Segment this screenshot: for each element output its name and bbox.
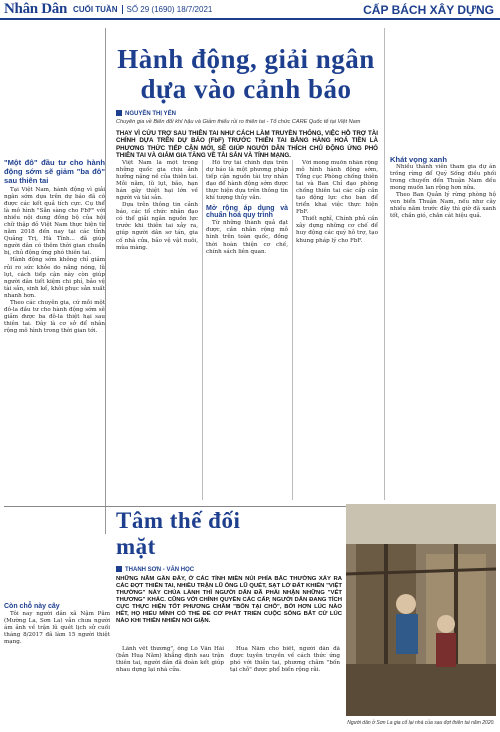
sidebar-paragraph: Hành động sớm không chỉ giảm rủi ro sức khỏe do nắng nóng, lũ lụt, cách tiếp cận này còn giúp người dân tiết kiệm chi phí, bảo vệ tài sản, sinh kế, khôi phục sản xuất nhanh hơn. [4, 257, 105, 299]
column-rule [292, 160, 293, 500]
article-column [4, 600, 110, 728]
sidebar-paragraph: Theo các chuyên gia, cứ mỗi một đô-la đầu tư cho hành động sớm sẽ giảm được ba đô-la thiệt hại sau thiên tai. Đây là cơ sở để nhân rộng mô hình trong thời gian tới. [4, 299, 105, 334]
article-column [116, 646, 224, 728]
edition-label: CUỐI TUẦN [73, 4, 118, 14]
paragraph: Dựa trên thông tin cảnh báo, các tổ chức nhân đạo có thể giải ngân nguồn lực trước khi thiên tai xảy ra, giúp người dân sơ tán, gia cố nhà cửa, bảo vệ vật nuôi, mùa màng. [116, 202, 198, 251]
article-column [116, 160, 198, 500]
article-title: Tâm thế đối mặt [116, 508, 241, 559]
paragraph: Lãnh vết thương", ông Lò Văn Hải (bản Huạ Năm) khẳng định sau trận thiên tai, người dân đã đoàn kết giúp nhau dựng lại nhà cửa. [116, 646, 224, 674]
column-rule [202, 160, 203, 500]
paragraph: Hỗ trợ tài chính dựa trên dự báo là một phương pháp tiếp cận nguồn tài trợ nhân đạo để hành động sớm được thực hiện dựa trên thông tin khí tượng thủy văn. [206, 160, 288, 202]
sidebar-title: "Một đô" đầu tư cho hành động sớm sẽ giảm "ba đô" sau thiên tai [4, 158, 105, 185]
author-role: Chuyên gia về Biến đổi khí hậu và Giảm thiểu rủi ro thiên tai - Tổ chức CARE Quốc tế tại Việt Nam [116, 119, 361, 125]
column-rule [384, 28, 385, 500]
article-byline: NGUYỄN THỊ YẾN [116, 110, 176, 117]
paragraph: Việt Nam là một trong những quốc gia chịu ảnh hưởng nặng nề của thiên tai. Mỗi năm, lũ lụt, bão, hạn hán gây thiệt hại lớn về người và tài sản. [116, 160, 198, 202]
article-title: Hành động, giải ngân dựa vào cảnh báo [117, 44, 375, 104]
paragraph: Nhiều thành viên tham gia dự án trồng rừng để Quỹ Sống điều phối trong chuyến đến Thuận Nam đều mong muốn lan rộng hơn nữa. [390, 164, 496, 192]
paragraph: Hua Năm cho biết, người dân đã được tuyên truyền về cách thức ứng phó với thiên tai, phương châm "bốn tại chỗ" được phổ biến rộng rãi. [230, 646, 340, 674]
article-column [230, 646, 340, 728]
article-byline: THANH SƠN - VĂN HỌC [116, 566, 194, 573]
house-repair-photo-icon [346, 504, 496, 716]
photo-caption: Người dân ở Sơn La gia cố lại nhà của sau đợt thiên tai năm 2020. [347, 720, 495, 726]
article-sapo: THAY VÌ CỨU TRỢ SAU THIÊN TAI NHƯ CÁCH LÀM TRUYỀN THỐNG, VIỆC HỖ TRỢ TÀI CHÍNH DỰA TRÊN DỰ BÁO (FbF) TRƯỚC THIÊN TAI BẰNG HÀNG HOÁ TIỀN LÀ PHƯƠNG THỨC TIẾP CẬN MỚI, SẼ GIÚP NGƯỜI DÂN THÍCH CHỦ ĐỘNG ỨNG PHÓ THIÊN TAI VÀ GIẢM GIA TĂNG VỀ TÀI SẢN VÀ TÍNH MẠNG. [116, 130, 378, 160]
paragraph: Theo Ban Quản lý rừng phòng hộ ven biển Thuận Nam, nếu như cây nhiều năm trước đây thì giờ đã xanh tốt, chắn gió, chắn cát hiệu quả. [390, 192, 496, 220]
sidebar-paragraph: Tại Việt Nam, hành động vì giải ngân sớm dựa trên dự báo đã có được các kết quả tích cực. Cụ thể là mô hình "Sẵn sàng cho FbF" với nhiều nội dung đồng bộ của hội chữ thập đỏ Việt Nam thực hiện từ năm 2018 đến nay tại các tỉnh Quảng Trị, Hà Tĩnh... đã giúp người dân có thêm thời gian chuẩn bị, chủ động ứng phó thiên tai. [4, 187, 105, 257]
article-photo [346, 504, 496, 716]
article-sapo: NHỮNG NĂM GẦN ĐÂY, Ở CÁC TỈNH MIỀN NÚI PHÍA BẮC THƯỜNG XẢY RA CÁC ĐỢT THIÊN TAI, NHIỀU TRẬN LŨ ỐNG LŨ QUÉT, SẠT LỞ ĐẤT KHIẾN "VIỆT THƯỜNG" NÀY CHỦA LÀNH THÌ NGƯỜI DÂN ĐÃ PHẢI NHẬN NHỮNG "VẾT THƯƠNG" KHÁC. CŨNG VỚI CHÍNH QUYỀN CÁC CẤP, NGƯỜI DÂN ĐANG TÍCH CỰC THỰC HIỆN TỐT PHƯƠNG CHÂM "BỐN TẠI CHỖ", BỚI HƠN LÚC NÀO HẾT, HỌ HIỂU MÌNH CÓ THỂ ĐỂ CƠ PHÁT TRIỂN CUỘC SỐNG BẮT CỨ LÚC NÀO KHI THIÊN NHIÊN NỔI GIẬN. [116, 576, 342, 624]
article-subhead: Còn chỗ này cây [4, 603, 60, 610]
newspaper-brand: Nhân Dân [4, 0, 68, 17]
paragraph: Từ những thành quả đạt được, cần nhân rộng mô hình trên toàn quốc, đồng thời hoàn thiện cơ chế, chính sách liên quan. [206, 220, 288, 255]
paragraph: Tôi nay người dân xã Nậm Păm (Mường La, Sơn La) vẫn chưa người ám ảnh về trận lũ quét lịch sử cuối tháng 8/2017 đã làm 15 người thiệt mạng. [4, 611, 110, 646]
article-subhead: Mở rộng áp dụng và chuẩn hoá quy trình [206, 205, 288, 220]
sidebar-box [4, 28, 106, 534]
issue-label: SỐ 29 (1690) 18/7/2021 [122, 5, 213, 14]
article-column [206, 160, 288, 500]
article-column [296, 160, 378, 500]
article-column [390, 28, 496, 500]
article-subhead: Khát vọng xanh [390, 155, 447, 164]
paragraph: Với mong muốn nhân rộng mô hình hành động sớm, Tổng cục Phòng chống thiên tai và Ban Chỉ đạo phòng chống thiên tai các cấp cần tạo động lực cho ban để triển khai việc thực hiện FbF. [296, 160, 378, 216]
paragraph: Thiết nghĩ, Chính phủ cần xây dựng những cơ chế để huy động các quỹ hỗ trợ, tạo khung pháp lý cho FbF. [296, 216, 378, 244]
section-title: CẤP BÁCH XÂY DỰNG [363, 3, 494, 17]
